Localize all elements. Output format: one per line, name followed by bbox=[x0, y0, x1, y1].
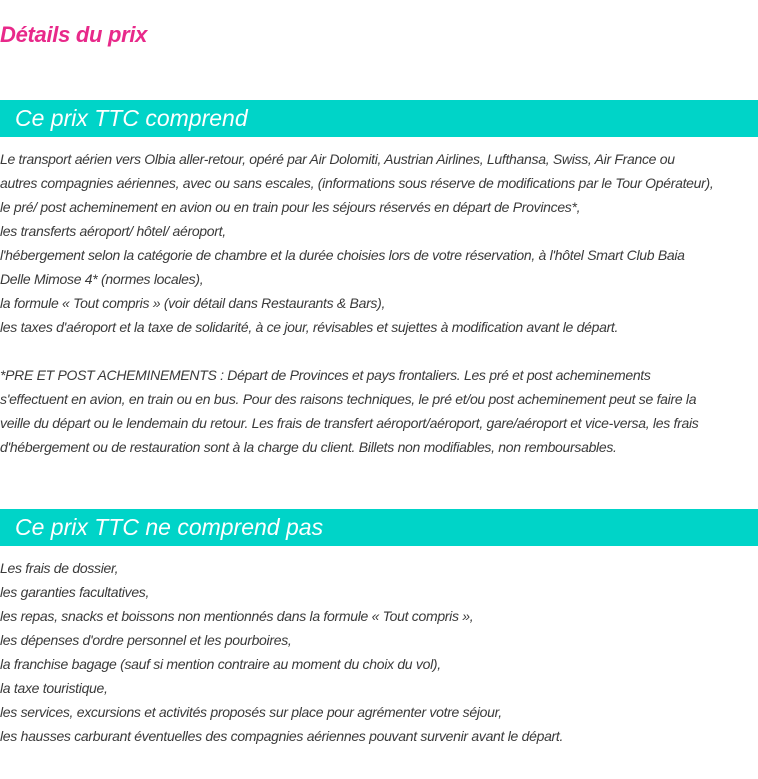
excluded-section-text bbox=[0, 556, 758, 748]
included-line: Le transport aérien vers Olbia aller-retour, opéré par Air Dolomiti, Austrian Airlines, Lufthansa, Swiss, Air France ou bbox=[0, 151, 675, 167]
included-line: les taxes d'aéroport et la taxe de solidarité, à ce jour, révisables et sujettes à modification avant le départ. bbox=[0, 319, 619, 335]
included-line: le pré/ post acheminement en avion ou en train pour les séjours réservés en départ de Provinces*, bbox=[0, 199, 581, 215]
included-line: Delle Mimose 4* (normes locales), bbox=[0, 271, 204, 287]
note-line: d'hébergement ou de restauration sont à la charge du client. Billets non modifiables, non remboursables. bbox=[0, 439, 617, 455]
excluded-line: les repas, snacks et boissons non mentionnés dans la formule « Tout compris », bbox=[0, 608, 474, 624]
included-line: l'hébergement selon la catégorie de chambre et la durée choisies lors de votre réservation, à l'hôtel Smart Club Baia bbox=[0, 247, 685, 263]
included-section-header: Ce prix TTC comprend bbox=[0, 100, 758, 137]
included-line: les transferts aéroport/ hôtel/ aéroport, bbox=[0, 223, 226, 239]
excluded-line: la franchise bagage (sauf si mention contraire au moment du choix du vol), bbox=[0, 656, 441, 672]
note-line: *PRE ET POST ACHEMINEMENTS : Départ de Provinces et pays frontaliers. Les pré et post acheminements bbox=[0, 367, 651, 383]
note-line: s'effectuent en avion, en train ou en bus. Pour des raisons techniques, le pré et/ou post acheminement peut se faire la bbox=[0, 391, 697, 407]
included-line: autres compagnies aériennes, avec ou sans escales, (informations sous réserve de modifications par le Tour Opérateur), bbox=[0, 175, 714, 191]
excluded-line: la taxe touristique, bbox=[0, 680, 108, 696]
included-section-text bbox=[0, 147, 758, 459]
excluded-line: les garanties facultatives, bbox=[0, 584, 150, 600]
excluded-section-header: Ce prix TTC ne comprend pas bbox=[0, 509, 758, 546]
page-title: Détails du prix bbox=[0, 22, 148, 47]
included-line: la formule « Tout compris » (voir détail dans Restaurants & Bars), bbox=[0, 295, 386, 311]
excluded-line: les hausses carburant éventuelles des compagnies aériennes pouvant survenir avant le départ. bbox=[0, 728, 564, 744]
excluded-line: les dépenses d'ordre personnel et les pourboires, bbox=[0, 632, 292, 648]
excluded-line: les services, excursions et activités proposés sur place pour agrémenter votre séjour, bbox=[0, 704, 502, 720]
excluded-line: Les frais de dossier, bbox=[0, 560, 119, 576]
note-line: veille du départ ou le lendemain du retour. Les frais de transfert aéroport/aéroport, gare/aéroport et vice-versa, les frais bbox=[0, 415, 699, 431]
blank-line bbox=[0, 339, 758, 363]
